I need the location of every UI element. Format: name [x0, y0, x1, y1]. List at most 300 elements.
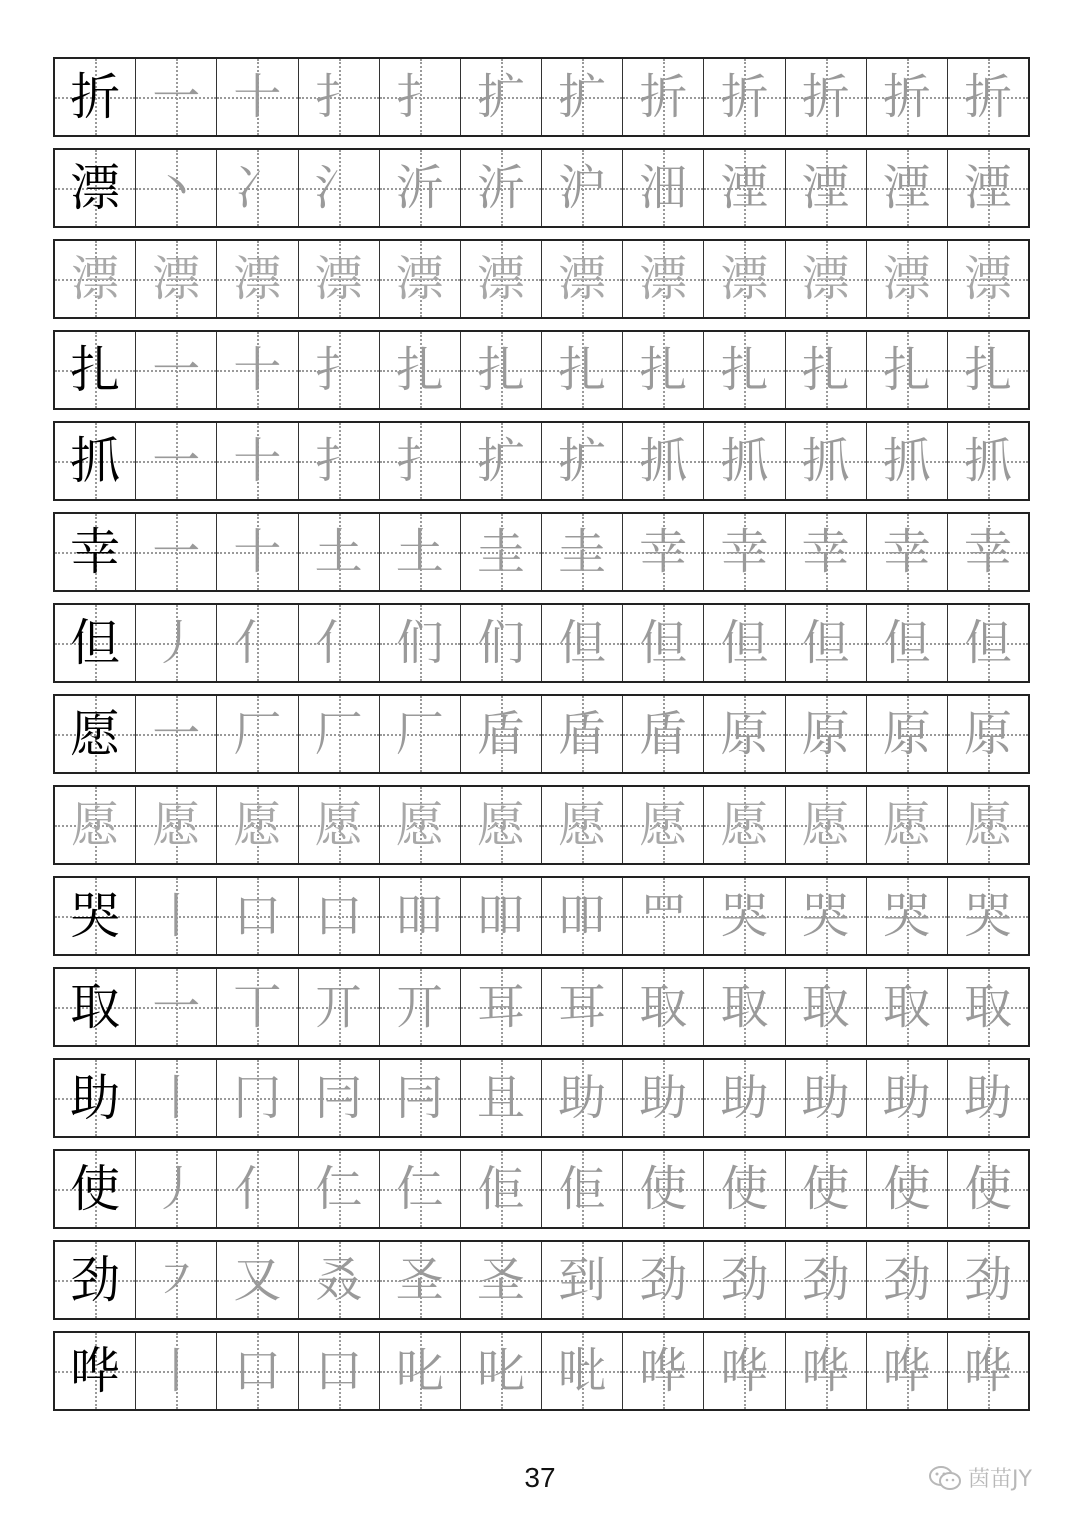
model-cell	[55, 878, 135, 954]
stroke-step-character: 口	[314, 1343, 363, 1399]
stroke-step-character: 使	[882, 1161, 931, 1217]
model-character: 但	[70, 614, 121, 672]
stroke-step-character: 丅	[233, 979, 282, 1035]
practice-cell	[135, 969, 216, 1045]
stroke-step-character: 扩	[476, 69, 525, 125]
practice-cell	[947, 59, 1028, 135]
practice-cell	[216, 1060, 297, 1136]
practice-cell	[216, 332, 297, 408]
stroke-step-character: 叱	[476, 1343, 525, 1399]
practice-cell	[622, 514, 703, 590]
stroke-step-character: 吅	[395, 888, 444, 944]
practice-cell	[622, 423, 703, 499]
stroke-step-character: 哗	[882, 1343, 931, 1399]
practice-cell	[460, 1060, 541, 1136]
stroke-step-character: 愿	[639, 797, 688, 853]
practice-cell	[460, 878, 541, 954]
stroke-step-character: 愿	[476, 797, 525, 853]
stroke-step-character: 劲	[963, 1252, 1012, 1308]
practice-row	[53, 876, 1030, 956]
stroke-step-character: 漂	[233, 251, 282, 307]
stroke-step-character: 仁	[314, 1161, 363, 1217]
model-character: 使	[70, 1160, 121, 1218]
practice-cell	[379, 332, 460, 408]
stroke-step-character: 湮	[963, 160, 1012, 216]
practice-row	[53, 967, 1030, 1047]
stroke-step-character: 折	[639, 69, 688, 125]
practice-row	[53, 1331, 1030, 1411]
practice-cell	[379, 423, 460, 499]
stroke-step-character: 圣	[476, 1252, 525, 1308]
practice-cell	[298, 59, 379, 135]
practice-cell	[298, 1060, 379, 1136]
practice-cell	[866, 969, 947, 1045]
stroke-step-character: 一	[152, 706, 201, 762]
stroke-step-character: 幸	[801, 524, 850, 580]
practice-cell	[866, 241, 947, 317]
stroke-step-character: 沪	[558, 160, 607, 216]
stroke-step-character: 助	[801, 1070, 850, 1126]
practice-cell	[379, 878, 460, 954]
stroke-step-character: 丨	[152, 1070, 201, 1126]
stroke-step-character: 盾	[639, 706, 688, 762]
model-cell	[55, 1242, 135, 1318]
stroke-step-character: 湮	[720, 160, 769, 216]
model-character: 幸	[70, 523, 121, 581]
practice-cell	[947, 1242, 1028, 1318]
practice-cell	[135, 1060, 216, 1136]
stroke-step-character: 丨	[152, 888, 201, 944]
wechat-icon	[928, 1464, 962, 1492]
stroke-step-character: 扎	[476, 342, 525, 398]
practice-cell	[622, 605, 703, 681]
practice-cell	[55, 241, 135, 317]
stroke-step-character: 哗	[639, 1343, 688, 1399]
stroke-step-character: 抓	[963, 433, 1012, 489]
practice-cell	[785, 969, 866, 1045]
practice-cell	[135, 423, 216, 499]
stroke-step-character: 盾	[558, 706, 607, 762]
practice-cell	[703, 150, 784, 226]
model-cell	[55, 150, 135, 226]
practice-cell	[460, 150, 541, 226]
stroke-step-character: 扎	[639, 342, 688, 398]
model-cell	[55, 59, 135, 135]
stroke-step-character: 折	[963, 69, 1012, 125]
practice-cell	[460, 696, 541, 772]
stroke-step-character: 愿	[801, 797, 850, 853]
practice-cell	[785, 878, 866, 954]
stroke-step-character: 湮	[882, 160, 931, 216]
practice-cell	[460, 423, 541, 499]
stroke-step-character: 扌	[314, 433, 363, 489]
practice-cell	[541, 150, 622, 226]
practice-cell	[135, 241, 216, 317]
stroke-step-character: ㇇	[152, 1252, 201, 1308]
stroke-step-character: 扎	[720, 342, 769, 398]
practice-cell	[785, 59, 866, 135]
practice-cell	[947, 1333, 1028, 1409]
stroke-step-character: 助	[882, 1070, 931, 1126]
practice-cell	[460, 969, 541, 1045]
practice-cell	[622, 1151, 703, 1227]
stroke-step-character: 漂	[720, 251, 769, 307]
practice-cell	[298, 878, 379, 954]
stroke-step-character: 漂	[558, 251, 607, 307]
practice-cell	[216, 787, 297, 863]
stroke-step-character: 但	[720, 615, 769, 671]
practice-cell	[947, 878, 1028, 954]
stroke-step-character: 冃	[314, 1070, 363, 1126]
stroke-step-character: 幸	[882, 524, 931, 580]
page-number: 37	[524, 1462, 556, 1493]
practice-cell	[622, 241, 703, 317]
practice-cell	[298, 787, 379, 863]
practice-cell	[947, 696, 1028, 772]
stroke-step-character: 漂	[395, 251, 444, 307]
stroke-step-character: 吅	[476, 888, 525, 944]
stroke-step-character: 助	[963, 1070, 1012, 1126]
practice-cell	[216, 1151, 297, 1227]
practice-cell	[785, 423, 866, 499]
stroke-step-character: 愿	[558, 797, 607, 853]
stroke-step-character: 漂	[963, 251, 1012, 307]
model-character: 哗	[70, 1342, 121, 1400]
stroke-step-character: 使	[801, 1161, 850, 1217]
practice-cell	[55, 787, 135, 863]
practice-cell	[947, 514, 1028, 590]
model-character: 取	[70, 978, 121, 1036]
stroke-step-character: 漂	[71, 251, 120, 307]
practice-cell	[785, 241, 866, 317]
practice-cell	[703, 1242, 784, 1318]
stroke-step-character: 劲	[801, 1252, 850, 1308]
model-character: 愿	[70, 705, 121, 763]
stroke-step-character: 助	[720, 1070, 769, 1126]
practice-cell	[298, 605, 379, 681]
practice-cell	[460, 1333, 541, 1409]
stroke-step-character: 使	[963, 1161, 1012, 1217]
stroke-step-character: 哗	[963, 1343, 1012, 1399]
stroke-step-character: 但	[558, 615, 607, 671]
stroke-step-character: 圭	[558, 524, 607, 580]
stroke-step-character: 十	[233, 342, 282, 398]
practice-cell	[135, 332, 216, 408]
practice-cell	[947, 150, 1028, 226]
stroke-step-character: 哭	[720, 888, 769, 944]
practice-cell	[785, 1242, 866, 1318]
stroke-step-character: 扩	[476, 433, 525, 489]
model-character: 扎	[70, 341, 121, 399]
practice-row	[53, 512, 1030, 592]
practice-cell	[703, 1151, 784, 1227]
stroke-step-character: 丿	[152, 615, 201, 671]
practice-cell	[947, 1060, 1028, 1136]
practice-cell	[379, 514, 460, 590]
stroke-step-character: 厂	[314, 706, 363, 762]
practice-cell	[379, 696, 460, 772]
practice-cell	[703, 241, 784, 317]
stroke-step-character: 幸	[639, 524, 688, 580]
stroke-step-character: 漂	[314, 251, 363, 307]
stroke-step-character: 使	[639, 1161, 688, 1217]
stroke-step-character: 十	[233, 524, 282, 580]
practice-cell	[703, 59, 784, 135]
stroke-step-character: 们	[476, 615, 525, 671]
stroke-step-character: 耳	[476, 979, 525, 1035]
stroke-step-character: 但	[963, 615, 1012, 671]
stroke-step-character: 到	[558, 1252, 607, 1308]
practice-cell	[785, 1151, 866, 1227]
stroke-step-character: 但	[801, 615, 850, 671]
practice-cell	[866, 1151, 947, 1227]
practice-cell	[703, 878, 784, 954]
practice-cell	[135, 150, 216, 226]
practice-cell	[703, 969, 784, 1045]
practice-cell	[216, 514, 297, 590]
stroke-step-character: 沺	[639, 160, 688, 216]
practice-cell	[135, 878, 216, 954]
practice-cell	[703, 1333, 784, 1409]
stroke-step-character: 扎	[395, 342, 444, 398]
practice-row	[53, 148, 1030, 228]
stroke-step-character: 叱	[395, 1343, 444, 1399]
practice-cell	[622, 1060, 703, 1136]
model-cell	[55, 1151, 135, 1227]
practice-cell	[703, 696, 784, 772]
stroke-step-character: 扎	[963, 342, 1012, 398]
stroke-step-character: 又	[233, 1252, 282, 1308]
stroke-step-character: 抓	[639, 433, 688, 489]
model-character: 漂	[70, 159, 121, 217]
stroke-step-character: 扌	[314, 69, 363, 125]
stroke-step-character: 佢	[558, 1161, 607, 1217]
model-character: 折	[70, 68, 121, 126]
stroke-step-character: 取	[720, 979, 769, 1035]
practice-cell	[947, 969, 1028, 1045]
practice-cell	[379, 1151, 460, 1227]
model-character: 抓	[70, 432, 121, 490]
practice-cell	[622, 150, 703, 226]
practice-cell	[541, 514, 622, 590]
stroke-step-character: 且	[476, 1070, 525, 1126]
stroke-step-character: 折	[720, 69, 769, 125]
stroke-step-character: 厂	[233, 706, 282, 762]
practice-cell	[866, 150, 947, 226]
stroke-step-character: 扩	[558, 433, 607, 489]
stroke-step-character: 哭	[801, 888, 850, 944]
model-cell	[55, 1333, 135, 1409]
stroke-step-character: 一	[152, 524, 201, 580]
practice-cell	[298, 514, 379, 590]
stroke-step-character: 仁	[395, 1161, 444, 1217]
practice-cell	[866, 332, 947, 408]
practice-cell	[866, 787, 947, 863]
stroke-step-character: 扎	[558, 342, 607, 398]
practice-row	[53, 421, 1030, 501]
stroke-step-character: 劲	[882, 1252, 931, 1308]
stroke-step-character: 扎	[882, 342, 931, 398]
stroke-step-character: 圣	[395, 1252, 444, 1308]
practice-cell	[216, 59, 297, 135]
stroke-step-character: 哭	[882, 888, 931, 944]
stroke-step-character: 吅	[558, 888, 607, 944]
practice-cell	[541, 1151, 622, 1227]
stroke-step-character: 土	[395, 524, 444, 580]
stroke-step-character: 哗	[801, 1343, 850, 1399]
stroke-step-character: 一	[152, 342, 201, 398]
stroke-step-character: 吡	[558, 1343, 607, 1399]
practice-cell	[703, 605, 784, 681]
stroke-step-character: 取	[801, 979, 850, 1035]
practice-cell	[298, 696, 379, 772]
practice-row	[53, 1058, 1030, 1138]
practice-cell	[622, 1333, 703, 1409]
stroke-step-character: 丶	[152, 160, 201, 216]
practice-cell	[866, 696, 947, 772]
stroke-step-character: 哗	[720, 1343, 769, 1399]
stroke-step-character: 们	[395, 615, 444, 671]
stroke-step-character: 沂	[395, 160, 444, 216]
watermark	[928, 1462, 1032, 1493]
stroke-step-character: 幸	[963, 524, 1012, 580]
stroke-step-character: 丌	[395, 979, 444, 1035]
practice-cell	[703, 1060, 784, 1136]
stroke-step-character: 口	[233, 888, 282, 944]
stroke-step-character: 漂	[639, 251, 688, 307]
practice-cell	[866, 423, 947, 499]
stroke-step-character: 愿	[395, 797, 444, 853]
stroke-step-character: 但	[639, 615, 688, 671]
stroke-step-character: 漂	[152, 251, 201, 307]
practice-cell	[866, 1333, 947, 1409]
practice-cell	[703, 332, 784, 408]
stroke-step-character: 一	[152, 979, 201, 1035]
practice-cell	[866, 514, 947, 590]
practice-cell	[785, 150, 866, 226]
stroke-step-character: 罒	[639, 888, 688, 944]
stroke-step-character: 愿	[152, 797, 201, 853]
watermark-text: 茵苗JY	[968, 1467, 1032, 1492]
practice-cell	[541, 696, 622, 772]
practice-cell	[947, 1151, 1028, 1227]
stroke-step-character: 愿	[963, 797, 1012, 853]
model-character: 劲	[70, 1251, 121, 1309]
stroke-step-character: 耳	[558, 979, 607, 1035]
practice-grid	[53, 57, 1030, 1422]
stroke-step-character: 漂	[882, 251, 931, 307]
stroke-step-character: 冃	[395, 1070, 444, 1126]
practice-cell	[541, 332, 622, 408]
stroke-step-character: 折	[882, 69, 931, 125]
model-cell	[55, 514, 135, 590]
practice-cell	[947, 423, 1028, 499]
practice-cell	[379, 1242, 460, 1318]
practice-cell	[866, 878, 947, 954]
practice-cell	[298, 1242, 379, 1318]
practice-cell	[135, 605, 216, 681]
stroke-step-character: 原	[963, 706, 1012, 762]
practice-row	[53, 785, 1030, 865]
practice-cell	[703, 423, 784, 499]
practice-row	[53, 694, 1030, 774]
practice-row	[53, 330, 1030, 410]
practice-cell	[622, 332, 703, 408]
practice-cell	[866, 1060, 947, 1136]
practice-cell	[135, 59, 216, 135]
practice-cell	[541, 1242, 622, 1318]
stroke-step-character: 劲	[720, 1252, 769, 1308]
stroke-step-character: 扩	[558, 69, 607, 125]
practice-cell	[460, 332, 541, 408]
stroke-step-character: 原	[882, 706, 931, 762]
model-cell	[55, 696, 135, 772]
stroke-step-character: 扎	[801, 342, 850, 398]
practice-cell	[785, 787, 866, 863]
stroke-step-character: 幸	[720, 524, 769, 580]
practice-cell	[379, 605, 460, 681]
model-cell	[55, 969, 135, 1045]
practice-cell	[541, 969, 622, 1045]
stroke-step-character: 愿	[720, 797, 769, 853]
stroke-step-character: 取	[639, 979, 688, 1035]
practice-cell	[298, 150, 379, 226]
practice-cell	[216, 605, 297, 681]
practice-cell	[703, 514, 784, 590]
practice-cell	[298, 969, 379, 1045]
practice-cell	[216, 878, 297, 954]
practice-cell	[541, 605, 622, 681]
practice-cell	[379, 1333, 460, 1409]
stroke-step-character: 漂	[476, 251, 525, 307]
stroke-step-character: 一	[152, 433, 201, 489]
practice-cell	[135, 1242, 216, 1318]
model-cell	[55, 1060, 135, 1136]
practice-cell	[460, 1151, 541, 1227]
stroke-step-character: 愿	[882, 797, 931, 853]
practice-cell	[866, 605, 947, 681]
practice-cell	[298, 1333, 379, 1409]
stroke-step-character: 盾	[476, 706, 525, 762]
practice-cell	[216, 969, 297, 1045]
practice-cell	[703, 787, 784, 863]
practice-cell	[460, 787, 541, 863]
stroke-step-character: 冂	[233, 1070, 282, 1126]
practice-row	[53, 57, 1030, 137]
stroke-step-character: 亻	[314, 615, 363, 671]
practice-row	[53, 1149, 1030, 1229]
model-cell	[55, 605, 135, 681]
practice-cell	[622, 878, 703, 954]
practice-cell	[541, 787, 622, 863]
practice-cell	[866, 1242, 947, 1318]
model-character: 助	[70, 1069, 121, 1127]
practice-cell	[460, 605, 541, 681]
stroke-step-character: 口	[314, 888, 363, 944]
stroke-step-character: 抓	[720, 433, 769, 489]
practice-cell	[622, 787, 703, 863]
practice-cell	[379, 241, 460, 317]
practice-cell	[622, 59, 703, 135]
stroke-step-character: 叒	[314, 1252, 363, 1308]
practice-cell	[541, 1060, 622, 1136]
practice-cell	[216, 1333, 297, 1409]
stroke-step-character: 氵	[314, 160, 363, 216]
stroke-step-character: 扌	[395, 433, 444, 489]
practice-cell	[785, 1060, 866, 1136]
practice-cell	[947, 605, 1028, 681]
practice-cell	[298, 241, 379, 317]
